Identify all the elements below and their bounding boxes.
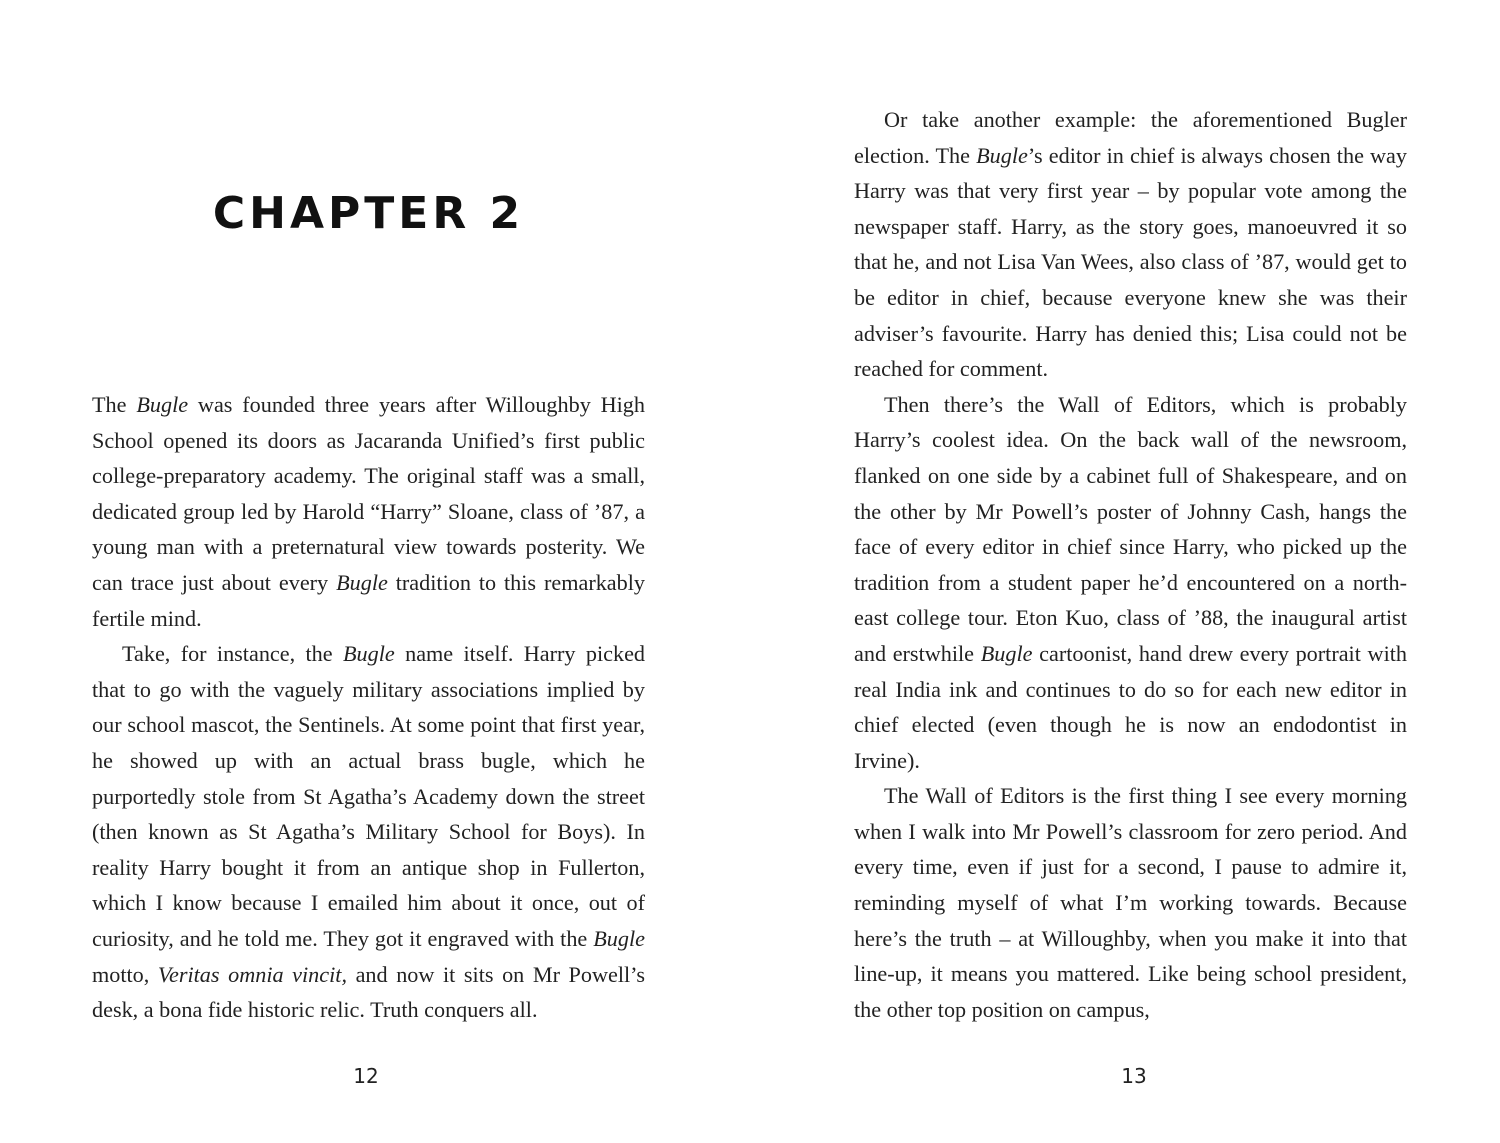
text-run: Or take another example: the aforementioned Bugler election. The	[854, 107, 1407, 168]
italic-text: Bugle	[593, 925, 645, 951]
page-number-right: 13	[1121, 1064, 1147, 1088]
paragraph	[854, 387, 1407, 779]
chapter-title: CHAPTER 2	[212, 188, 525, 239]
text-run: Then there’s the Wall of Editors, which is probably Harry’s coolest idea. On the back wall of the newsroom, flanked on one side by a cabinet full of Shakespeare, and on the other by Mr Powell’s poster of Johnny Cash, hangs the face of every editor in chief since Harry, who picked up the tradition from a student paper he’d encountered on a north-east college tour. Eton Kuo, class of ’88, the inaugural artist and erstwhile	[854, 391, 1407, 666]
text-run: cartoonist, hand drew every portrait with real India ink and continues to do so for each new editor in chief elected (even though he is now an endodontist in Irvine).	[854, 640, 1407, 773]
text-run: motto,	[92, 961, 158, 987]
text-run: was founded three years after Willoughby High School opened its doors as Jacaranda Unified’s first public college-preparatory academy. The original staff was a small, dedicated group led by Harold “Harry” Sloane, class of ’87, a young man with a preternatural view towards posterity. We can trace just about every	[92, 392, 645, 595]
paragraph	[854, 102, 1407, 387]
text-run: and now it sits on Mr Powell’s desk, a bona fide historic relic. Truth conquers all.	[92, 961, 645, 1023]
paragraph	[92, 636, 645, 1028]
text-run: Take, for instance, the	[122, 641, 343, 667]
text-run: tradition to this remarkably fertile mind.	[92, 569, 646, 631]
paragraph	[854, 778, 1407, 1027]
text-run: ’s editor in chief is always chosen the way Harry was that very first year – by popular vote among the newspaper staff. Harry, as the story goes, manoeuvred it so that he, and not Lisa Van Wees, also class of ’87, would get to be editor in chief, because everyone knew she was their adviser’s favourite. Harry has denied this; Lisa could not be reached for comment.	[854, 142, 1407, 382]
right-body-text	[854, 102, 1407, 1027]
text-run: The Wall of Editors is the first thing I see every morning when I walk into Mr Powell’s classroom for zero period. And every time, even if just for a second, I pause to admire it, reminding myself of what I’m working towards. Because here’s the truth – at Willoughby, when you make it into that line-up, it means you mattered. Like being school president, the other top position on campus,	[854, 783, 1407, 1022]
italic-text: Bugle	[336, 569, 388, 595]
italic-text: Veritas omnia vincit,	[157, 961, 347, 987]
left-body-text	[92, 387, 645, 1028]
text-run: name itself. Harry picked that to go with the vaguely military associations implied by our school mascot, the Sentinels. At some point that first year, he showed up with an actual brass bugle, which he purportedly stole from St Agatha’s Academy down the street (then known as St Agatha’s Military School for Boys). In reality Harry bought it from an antique shop in Fullerton, which I know because I emailed him about it once, out of curiosity, and he told me. They got it engraved with the	[92, 641, 646, 951]
paragraph	[92, 387, 645, 636]
text-run: The	[92, 392, 137, 417]
italic-text: Bugle	[976, 142, 1028, 168]
italic-text: Bugle	[136, 392, 189, 417]
page-number-left: 12	[353, 1064, 379, 1088]
italic-text: Bugle	[980, 640, 1033, 666]
right-page	[750, 0, 1500, 1143]
italic-text: Bugle	[342, 641, 395, 667]
